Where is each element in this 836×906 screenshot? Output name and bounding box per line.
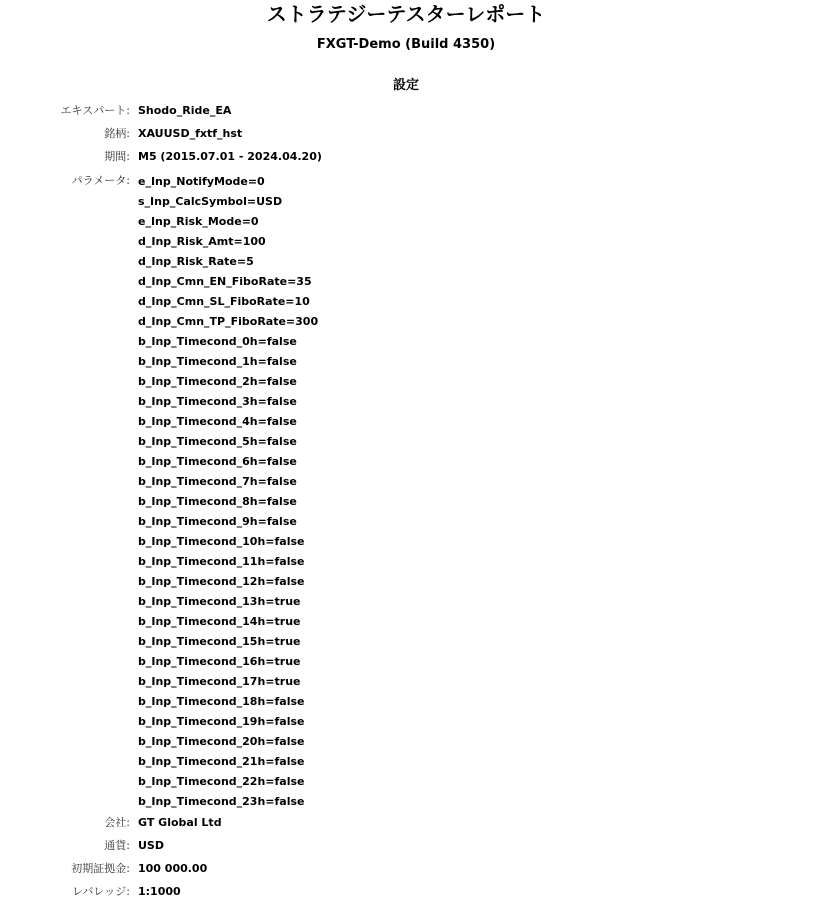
parameter-line: b_Inp_Timecond_3h=false xyxy=(138,395,297,408)
parameter-line: b_Inp_Timecond_8h=false xyxy=(138,495,297,508)
section-title-settings: 設定 xyxy=(392,78,419,93)
parameter-line: b_Inp_Timecond_5h=false xyxy=(138,435,297,448)
parameter-line: b_Inp_Timecond_2h=false xyxy=(138,375,297,388)
company-label: 会社: xyxy=(104,816,130,829)
symbol-label: 銘柄: xyxy=(104,127,130,140)
parameter-line: e_Inp_NotifyMode=0 xyxy=(138,175,265,188)
parameter-line: b_Inp_Timecond_9h=false xyxy=(138,515,297,528)
parameter-line: b_Inp_Timecond_21h=false xyxy=(138,755,305,768)
leverage-value: 1:1000 xyxy=(138,885,181,898)
parameters-label: パラメータ: xyxy=(71,174,130,187)
report-subtitle: FXGT-Demo (Build 4350) xyxy=(316,37,496,52)
parameter-line: b_Inp_Timecond_19h=false xyxy=(138,715,305,728)
initial-deposit-label: 初期証拠金: xyxy=(71,862,130,875)
parameter-line: b_Inp_Timecond_22h=false xyxy=(138,775,305,788)
parameter-line: b_Inp_Timecond_17h=true xyxy=(138,675,301,688)
parameter-line: b_Inp_Timecond_14h=true xyxy=(138,615,301,628)
company-value: GT Global Ltd xyxy=(138,816,222,829)
initial-deposit-value: 100 000.00 xyxy=(138,862,208,875)
setting-row-parameters xyxy=(0,172,812,812)
parameter-line: d_Inp_Cmn_SL_FiboRate=10 xyxy=(138,295,310,308)
parameter-line: b_Inp_Timecond_7h=false xyxy=(138,475,297,488)
parameter-line: b_Inp_Timecond_11h=false xyxy=(138,555,305,568)
parameter-line: b_Inp_Timecond_1h=false xyxy=(138,355,297,368)
parameter-line: b_Inp_Timecond_4h=false xyxy=(138,415,297,428)
leverage-label: レバレッジ: xyxy=(72,885,130,898)
setting-row-expert xyxy=(0,102,812,125)
currency-value: USD xyxy=(138,839,164,852)
parameter-line: b_Inp_Timecond_18h=false xyxy=(138,695,305,708)
expert-label: エキスパート: xyxy=(60,104,130,117)
parameter-line: d_Inp_Cmn_TP_FiboRate=300 xyxy=(138,315,319,328)
setting-row-initial-deposit xyxy=(0,860,812,883)
parameter-line: b_Inp_Timecond_20h=false xyxy=(138,735,305,748)
setting-row-symbol xyxy=(0,125,812,148)
setting-row-currency xyxy=(0,837,812,860)
symbol-value: XAUUSD_fxtf_hst xyxy=(138,127,243,140)
setting-row-leverage xyxy=(0,883,812,906)
period-value: M5 (2015.07.01 - 2024.04.20) xyxy=(138,150,322,163)
parameter-line: s_Inp_CalcSymbol=USD xyxy=(138,195,283,208)
parameter-line: e_Inp_Risk_Mode=0 xyxy=(138,215,259,228)
parameter-line: b_Inp_Timecond_16h=true xyxy=(138,655,301,668)
parameter-line: b_Inp_Timecond_10h=false xyxy=(138,535,305,548)
currency-label: 通貨: xyxy=(104,839,130,852)
parameter-line: d_Inp_Risk_Amt=100 xyxy=(138,235,266,248)
period-label: 期間: xyxy=(104,150,130,163)
setting-row-company xyxy=(0,814,812,837)
parameter-line: d_Inp_Cmn_EN_FiboRate=35 xyxy=(138,275,312,288)
parameter-line: b_Inp_Timecond_6h=false xyxy=(138,455,297,468)
report-title: ストラテジーテスターレポート xyxy=(266,2,546,26)
parameter-line: b_Inp_Timecond_12h=false xyxy=(138,575,305,588)
parameter-line: d_Inp_Risk_Rate=5 xyxy=(138,255,254,268)
parameter-line: b_Inp_Timecond_15h=true xyxy=(138,635,301,648)
expert-value: Shodo_Ride_EA xyxy=(138,104,232,117)
parameter-line: b_Inp_Timecond_13h=true xyxy=(138,595,301,608)
parameters-list xyxy=(138,172,318,812)
setting-row-period xyxy=(0,148,812,171)
settings-table xyxy=(0,102,812,906)
parameter-line: b_Inp_Timecond_0h=false xyxy=(138,335,297,348)
parameter-line: b_Inp_Timecond_23h=false xyxy=(138,795,305,808)
